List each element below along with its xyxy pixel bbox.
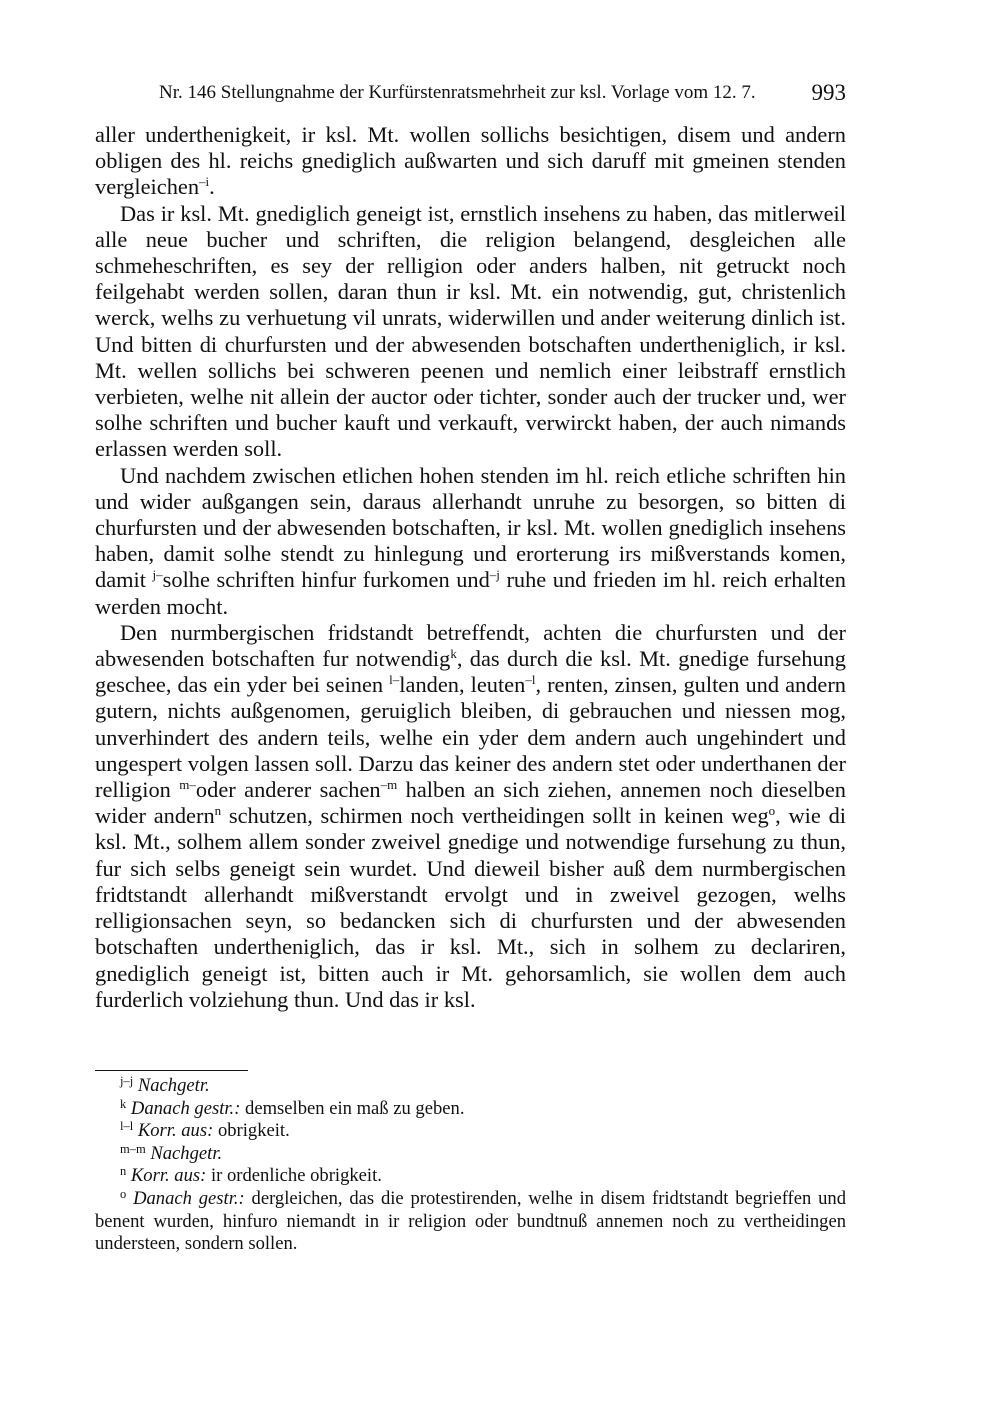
text-run: landen, leuten: [399, 672, 526, 698]
paragraph: [95, 122, 846, 201]
text-run: schutzen, schirmen noch vertheidingen sollt in keinen weg: [221, 803, 769, 829]
text-run: halben an sich ziehen, annemen noch dieselben wider andern: [95, 777, 846, 829]
text-run: , das durch die ksl. Mt. gnedige fursehung geschee, das ein yder bei seinen: [95, 646, 846, 698]
footnote-mark: j–j: [120, 1074, 134, 1088]
footnote: [95, 1188, 846, 1256]
footnote-mark: l–l: [120, 1119, 134, 1134]
paragraph: [95, 201, 846, 463]
text-run: aller underthenigkeit, ir ksl. Mt. wollen sollichs besichtigen, disem und andern obligen des hl. reichs gnediglich außwarten und sich daruff mit gmeinen stenden vergleichen: [95, 122, 846, 200]
apparatus-mark: j–: [152, 567, 163, 583]
apparatus-mark: –j: [489, 567, 500, 583]
page-number: 993: [811, 80, 846, 105]
running-title: Nr. 146 Stellungnahme der Kurfürstenratsmehrheit zur ksl. Vorlage vom 12. 7.: [159, 82, 756, 103]
apparatus-mark: k: [450, 646, 457, 662]
apparatus-mark: l–: [389, 672, 400, 688]
footnote-text: ir ordenliche obrigkeit.: [206, 1165, 382, 1187]
footnote-editorial-note: Korr. aus:: [130, 1165, 207, 1187]
text-run: .: [209, 174, 215, 200]
footnote-mark: o: [120, 1186, 127, 1201]
page-header: [95, 80, 846, 108]
text-run: Das ir ksl. Mt. gnediglich geneigt ist, ernstlich insehens zu haben, das mitlerweil alle neue bucher und schriften, die religion belangend, desgleichen alle schmeheschriften, es sey der relligion oder anders halben, nit getruckt noch feilgehabt werden sollen, daran thun ir ksl. Mt. ein notwendig, gut, christenlich werck, welhs zu verhuetung vil unrats, widerwillen und ander weiterung dinlich ist. Und bitten di churfursten und der abwesenden botschaften undertheniglich, ir ksl. Mt. wellen sollichs bei schweren peenen und nemlich einer leibstraff ernstlich verbieten, welhe nit allein der auctor oder tichter, sonder auch der trucker und, wer solhe schriften und bucher kauft und verkauft, verwirckt haben, der auch nimands erlassen werden soll.: [95, 200, 846, 462]
footnotes: [95, 1075, 846, 1256]
footnote-text: demselben ein maß zu geben.: [240, 1097, 465, 1119]
paragraph: [95, 463, 846, 620]
text-run: oder anderer sachen: [195, 777, 381, 803]
footnote: [95, 1075, 846, 1098]
footnote-editorial-note: Danach gestr.:: [130, 1097, 241, 1119]
footnote-editorial-note: Korr. aus:: [137, 1120, 214, 1142]
footnote-rule: [95, 1070, 248, 1071]
text-run: , wie di ksl. Mt., solhem allem sonder zweivel gnedige und notwendige fursehung zu thun, fur sich selbs geneigt sein wurdet. Und dieweil bisher auß dem nurmbergischen fridtstandt allerhandt mißverstandt ervolgt und in zweivel gezogen, welhs relligionsachen seyn, so bedancken sich di churfursten und der abwesenden botschaften undertheniglich, das ir ksl. Mt., sich in solhem zu declariren, gnediglich geneigt ist, bitten auch ir Mt. gehorsamlich, sie wollen dem auch furderlich volziehung thun. Und das ir ksl.: [95, 803, 846, 1012]
text-run: ruhe und frieden im hl. reich erhalten werden mocht.: [95, 567, 846, 619]
footnote: [95, 1120, 846, 1143]
text-run: , renten, zinsen, gulten und andern gutern, nichts außgenomen, geruiglich bleiben, di gebrauchen und niessen mog, unverhindert des andern teils, welhe ein yder dem andern auch ungehindert und ungespert volgen lassen soll. Darzu das keiner des andern stet oder underthanen der relligion: [95, 672, 846, 803]
paragraph: [95, 620, 846, 1013]
apparatus-mark: –l: [525, 672, 536, 688]
footnote: [95, 1165, 846, 1188]
footnote-mark: m–m: [120, 1141, 146, 1156]
footnote: [95, 1143, 846, 1166]
apparatus-mark: –m: [380, 777, 398, 793]
footnote-mark: n: [120, 1164, 127, 1179]
footnote-text: dergleichen, das die protestirenden, welhe in disem fridtstandt begrieffen und benent wurden, hinfuro niemandt in ir religion oder bundtnuß annemen noch zu vertheidingen understeen, sondern sollen.: [95, 1187, 846, 1255]
apparatus-mark: o: [768, 803, 776, 819]
text-run: Und nachdem zwischen etlichen hohen stenden im hl. reich etliche schriften hin und wider außgangen sein, daraus allerhandt unruhe zu besorgen, so bitten di churfursten und der abwesenden botschaften, ir ksl. Mt. wollen gnediglich insehens haben, damit solhe stendt zu hinlegung und erorterung irs mißverstands komen, damit: [95, 462, 846, 593]
footnote-editorial-note: Nachgetr.: [137, 1075, 210, 1096]
footnote-editorial-note: Danach gestr.:: [133, 1187, 245, 1209]
apparatus-mark: –i: [199, 174, 210, 190]
footnote-mark: k: [120, 1096, 127, 1111]
main-text: [95, 122, 846, 1013]
footnote: [95, 1098, 846, 1121]
text-run: Den nurmbergischen fridstandt betreffendt, achten die churfursten und der abwesenden botschaften fur notwendig: [95, 619, 846, 672]
apparatus-mark: n: [214, 803, 222, 819]
text-run: solhe schriften hinfur furkomen und: [162, 567, 490, 593]
footnote-editorial-note: Nachgetr.: [150, 1142, 223, 1164]
footnote-text: obrigkeit.: [213, 1120, 290, 1142]
apparatus-mark: m–: [179, 777, 196, 793]
